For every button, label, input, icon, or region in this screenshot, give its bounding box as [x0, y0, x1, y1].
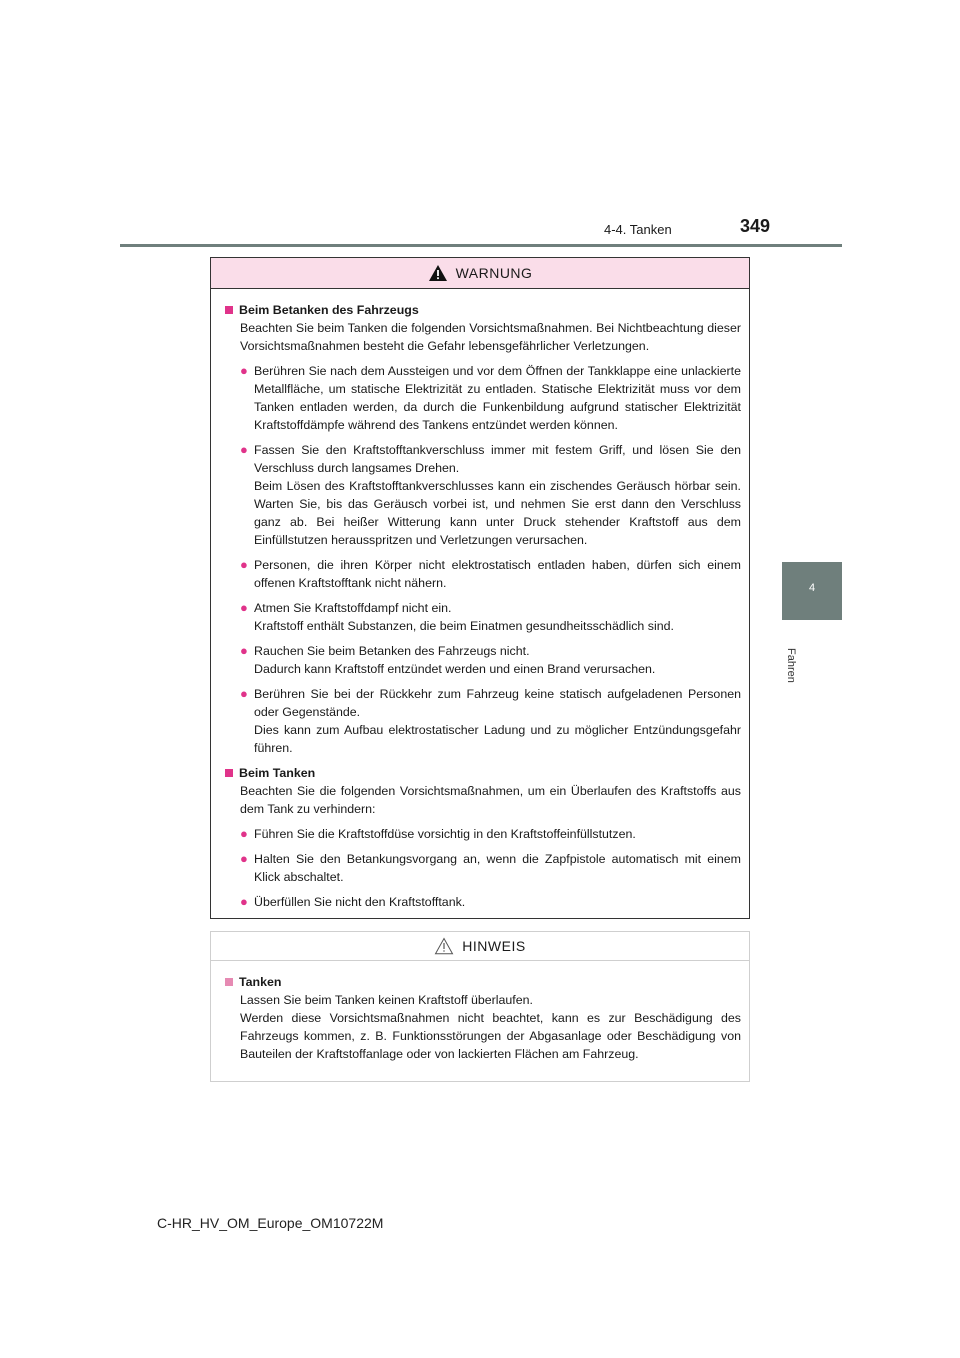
- warning-title: WARNUNG: [455, 265, 533, 281]
- circle-bullet-icon: ●: [240, 686, 248, 701]
- circle-bullet-icon: ●: [240, 557, 248, 572]
- section-heading: Tanken: [225, 973, 741, 991]
- list-item: ● Personen, die ihren Körper nicht elektrostatisch entladen haben, dürfen sich einem offenen Kraftstofftank nicht nähern.: [240, 557, 741, 590]
- circle-bullet-icon: ●: [240, 851, 248, 866]
- circle-bullet-icon: ●: [240, 363, 248, 378]
- note-title: HINWEIS: [462, 938, 526, 954]
- document-code: C-HR_HV_OM_Europe_OM10722M: [157, 1215, 384, 1231]
- warning-header: [211, 258, 749, 289]
- note-text: Lassen Sie beim Tanken keinen Kraftstoff überlaufen. Werden diese Vorsichtsmaßnahmen nicht beachtet, kann es zur Beschädigung des Fahrzeugs kommen, z. B. Funktionsstörungen der Abgasanlage oder Beschädigung von Bauteilen der Kraftstoffanlage oder von lackierten Flächen am Fahrzeug.: [240, 993, 741, 1061]
- section-intro: Beachten Sie die folgenden Vorsichtsmaßnahmen, um ein Überlaufen des Kraftstoffs aus dem Tank zu verhindern:: [240, 784, 741, 816]
- page-number: 349: [740, 216, 771, 236]
- list-item: ● Atmen Sie Kraftstoffdampf nicht ein. Kraftstoff enthält Substanzen, die beim Einatmen gesundheitsschädlich sind.: [240, 600, 674, 633]
- section-title: 4-4. Tanken: [604, 222, 672, 237]
- list-item: ● Berühren Sie nach dem Aussteigen und vor dem Öffnen der Tankklappe eine unlackierte Metallfläche, um statische Elektrizität zu entladen. Statische Elektrizität muss vor dem Tanken entladen werden, da durch die Funkenbildung aufgrund statischer Elektrizität Kraftstoffdämpfe während des Tankens entzündet werden können.: [240, 363, 741, 432]
- section-heading: Beim Betanken des Fahrzeugs: [225, 301, 741, 319]
- section-heading: Beim Tanken: [225, 764, 741, 782]
- circle-bullet-icon: ●: [240, 643, 248, 658]
- caution-triangle-outline-icon: [434, 937, 454, 955]
- warning-box: [210, 257, 750, 919]
- section-intro: Beachten Sie beim Tanken die folgenden Vorsichtsmaßnahmen. Bei Nichtbeachtung dieser Vorsichtsmaßnahmen besteht die Gefahr lebensgefährlicher Verletzungen.: [240, 321, 741, 353]
- square-bullet-icon: [225, 769, 233, 777]
- warning-body: [211, 289, 749, 911]
- circle-bullet-icon: ●: [240, 826, 248, 841]
- chapter-label: Fahren: [785, 648, 797, 683]
- list-item: ● Halten Sie den Betankungsvorgang an, wenn die Zapfpistole automatisch mit einem Klick abschaltet.: [240, 851, 741, 884]
- chapter-number: 4: [808, 582, 816, 594]
- warning-triangle-icon: [428, 264, 448, 282]
- list-item: ● Fassen Sie den Kraftstofftankverschluss immer mit festem Griff, und lösen Sie den Verschluss durch langsames Drehen. Beim Lösen des Kraftstofftankverschlusses kann ein zischendes Geräusch hörbar sein. Warten Sie, bis das Geräusch vorbei ist, und nehmen Sie erst dann den Verschluss ganz ab. Bei heißer Witterung kann unter Druck stehender Kraftstoff aus dem Einfüllstutzen herausspritzen und Verletzungen verursachen.: [240, 442, 741, 547]
- circle-bullet-icon: ●: [240, 600, 248, 615]
- note-body: [211, 961, 749, 1063]
- list-item: ● Führen Sie die Kraftstoffdüse vorsichtig in den Kraftstoffeinfüllstutzen.: [240, 826, 636, 841]
- list-item: ● Berühren Sie bei der Rückkehr zum Fahrzeug keine statisch aufgeladenen Personen oder Gegenstände. Dies kann zum Aufbau elektrostatischer Ladung und zu möglicher Entzündungsgefahr führen.: [240, 686, 741, 755]
- list-item: ● Überfüllen Sie nicht den Kraftstofftank.: [240, 894, 466, 909]
- note-box: [210, 931, 750, 1082]
- list-item: ● Rauchen Sie beim Betanken des Fahrzeugs nicht. Dadurch kann Kraftstoff entzündet werden und einen Brand verursachen.: [240, 643, 656, 676]
- circle-bullet-icon: ●: [240, 442, 248, 457]
- chapter-tab: [782, 562, 842, 620]
- circle-bullet-icon: ●: [240, 894, 248, 909]
- note-header: [211, 932, 749, 961]
- square-bullet-icon: [225, 306, 233, 314]
- square-bullet-icon: [225, 978, 233, 986]
- header-divider: [120, 244, 842, 247]
